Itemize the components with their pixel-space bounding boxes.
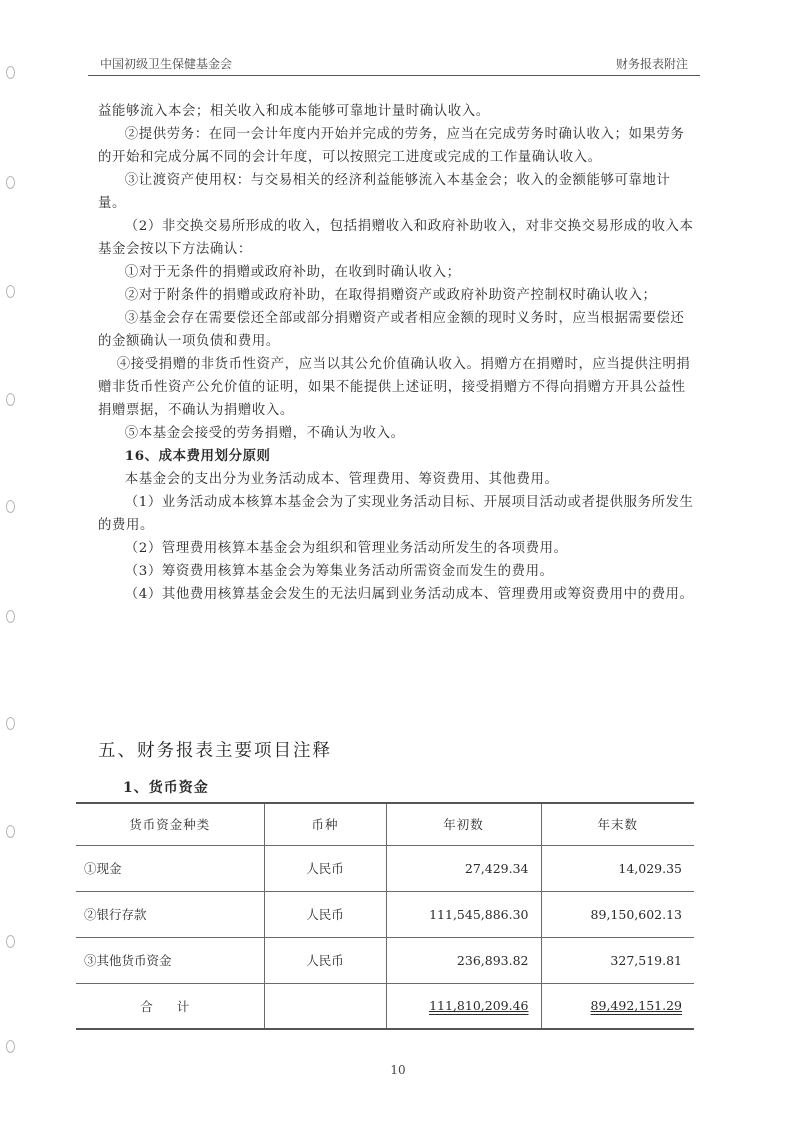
paragraph: ②提供劳务：在同一会计年度内开始并完成的劳务，应当在完成劳务时确认收入；如果劳务的开始和完成分属不同的会计年度，可以按照完工进度或完成的工作量确认收入。 (98, 127, 685, 165)
binding-hole (6, 1040, 15, 1053)
table-row (76, 937, 694, 983)
currency-cell: 人民币 (264, 845, 386, 891)
binding-hole (6, 393, 15, 406)
binding-hole (6, 176, 15, 189)
binding-hole (6, 935, 15, 948)
ending-balance-cell: 327,519.81 (541, 937, 694, 983)
subsection-title: 1、货币资金 (123, 780, 209, 796)
column-header: 年初数 (386, 803, 541, 845)
paragraph: （3）筹资费用核算本基金会为筹集业务活动所需资金而发生的费用。 (124, 564, 554, 579)
table-row (76, 891, 694, 937)
ending-balance-cell: 89,150,602.13 (541, 891, 694, 937)
header-doc-title: 财务报表附注 (615, 57, 688, 71)
binding-hole (6, 66, 15, 79)
total-ending-cell: 89,492,151.29 (541, 983, 694, 1029)
binding-hole (6, 610, 15, 623)
paragraph: 益能够流入本会；相关收入和成本能够可靠地计量时确认收入。 (98, 104, 490, 119)
currency-cell: 人民币 (264, 937, 386, 983)
paragraph: ⑤本基金会接受的劳务捐赠，不确认为收入。 (124, 426, 405, 441)
page-number: 10 (390, 1063, 406, 1077)
column-header: 货币资金种类 (76, 803, 264, 845)
paragraph: ③让渡资产使用权：与交易相关的经济利益能够流入本基金会；收入的金额能够可靠地计量。 (98, 173, 671, 211)
paragraph: ④接受捐赠的非货币性资产，应当以其公允价值确认收入。捐赠方在捐赠时，应当提供注明捐赠非货币性资产公允价值的证明，如果不能提供上述证明，接受捐赠方不得向捐赠方开具公益性捐赠票据，不确认为捐赠收入。 (98, 357, 691, 418)
paragraph: ③基金会存在需要偿还全部或部分捐赠资产或者相应金额的现时义务时，应当根据需要偿还的金额确认一项负债和费用。 (98, 311, 685, 349)
beginning-balance-cell: 111,545,886.30 (386, 891, 541, 937)
paragraph: （2）非交换交易所形成的收入，包括捐赠收入和政府补助收入，对非交换交易形成的收入本基金会按以下方法确认： (98, 219, 694, 257)
column-header: 年末数 (541, 803, 694, 845)
binding-hole (6, 825, 15, 838)
table-total-row (76, 983, 694, 1029)
section-heading-16: 16、成本费用划分原则 (124, 448, 271, 464)
paragraph: （4）其他费用核算基金会发生的无法归属到业务活动成本、管理费用或筹资费用中的费用。 (124, 587, 694, 602)
page-header (88, 45, 700, 76)
paragraph: ①对于无条件的捐赠或政府补助，在收到时确认收入； (124, 265, 461, 280)
binding-hole (6, 500, 15, 513)
currency-cell: 人民币 (264, 891, 386, 937)
paragraph: 本基金会的支出分为业务活动成本、管理费用、筹资费用、其他费用。 (124, 472, 559, 487)
section-title: 五、财务报表主要项目注释 (98, 741, 332, 761)
beginning-balance-cell: 236,893.82 (386, 937, 541, 983)
table-header-row (76, 803, 694, 845)
paragraph: （2）管理费用核算本基金会为组织和管理业务活动所发生的各项费用。 (124, 541, 568, 556)
binding-hole (6, 717, 15, 730)
body-text (98, 100, 698, 606)
paragraph: ②对于附条件的捐赠或政府补助，在取得捐赠资产或政府补助资产控制权时确认收入； (124, 288, 657, 303)
fund-type-cell: ②银行存款 (76, 891, 264, 937)
monetary-funds-table (76, 802, 694, 1030)
ending-balance-cell: 14,029.35 (541, 845, 694, 891)
total-beginning-cell: 111,810,209.46 (386, 983, 541, 1029)
header-org-name: 中国初级卫生保健基金会 (100, 57, 233, 71)
beginning-balance-cell: 27,429.34 (386, 845, 541, 891)
binding-hole (6, 285, 15, 298)
total-label-cell: 合 计 (76, 983, 264, 1029)
paragraph: （1）业务活动成本核算本基金会为了实现业务活动目标、开展项目活动或者提供服务所发生的费用。 (98, 495, 694, 533)
empty-cell (264, 983, 386, 1029)
column-header: 币种 (264, 803, 386, 845)
fund-type-cell: ①现金 (76, 845, 264, 891)
table-row (76, 845, 694, 891)
fund-type-cell: ③其他货币资金 (76, 937, 264, 983)
